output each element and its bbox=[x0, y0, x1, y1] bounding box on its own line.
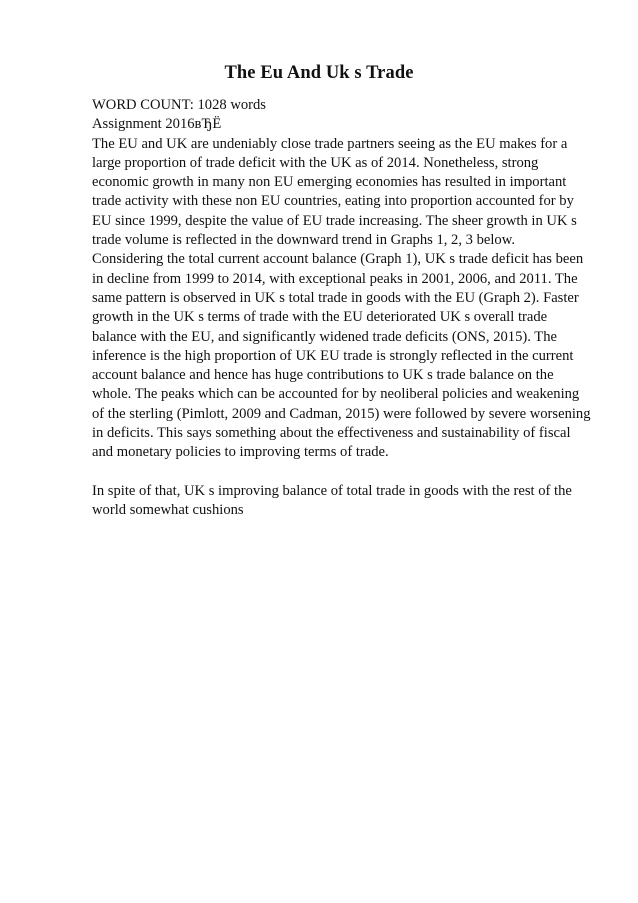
paragraph-1-line: and monetary policies to improving terms of trade. bbox=[92, 444, 389, 461]
paragraph-1-line: trade activity with these non EU countries, eating into proportion accounted for by bbox=[92, 193, 574, 210]
paragraph-1-line: inference is the high proportion of UK EU trade is strongly reflected in the current bbox=[92, 347, 574, 364]
document-title: The Eu And Uk s Trade bbox=[224, 63, 414, 83]
paragraph-1-line: economic growth in many non EU emerging economies has resulted in important bbox=[92, 174, 567, 191]
paragraph-1-line: of the sterling (Pimlott, 2009 and Cadman, 2015) were followed by severe worsening bbox=[92, 405, 591, 422]
paragraph-1-line: The EU and UK are undeniably close trade partners seeing as the EU makes for a bbox=[92, 135, 568, 152]
paragraph-1-line: whole. The peaks which can be accounted for by neoliberal policies and weakening bbox=[92, 386, 580, 403]
document-body bbox=[92, 96, 592, 521]
paragraph-1-line: EU since 1999, despite the value of EU trade increasing. The sheer growth in UK s bbox=[92, 212, 577, 229]
word-count: WORD COUNT: 1028 words bbox=[92, 97, 266, 113]
paragraph-1-line: Considering the total current account balance (Graph 1), UK s trade deficit has been bbox=[92, 251, 584, 268]
paragraph-1-line: growth in the UK s terms of trade with the EU deteriorated UK s overall trade bbox=[92, 309, 548, 326]
paragraph-1-line: same pattern is observed in UK s total trade in goods with the EU (Graph 2). Faster bbox=[92, 289, 579, 306]
assignment-label: Assignment 2016вЂЁ bbox=[92, 116, 222, 133]
paragraph-1-line: in deficits. This says something about the effectiveness and sustainability of fiscal bbox=[92, 425, 571, 442]
paragraph-1-line: account balance and hence has huge contributions to UK s trade balance on the bbox=[92, 367, 554, 384]
paragraph-1-line: large proportion of trade deficit with the UK as of 2014. Nonetheless, strong bbox=[92, 154, 539, 171]
paragraph-1-line: balance with the EU, and significantly widened trade deficits (ONS, 2015). The bbox=[92, 328, 557, 345]
paragraph-spacer bbox=[92, 463, 592, 482]
paragraph-2-line: In spite of that, UK s improving balance of total trade in goods with the rest of the bbox=[92, 482, 572, 499]
paragraph-1-line: in decline from 1999 to 2014, with exceptional peaks in 2001, 2006, and 2011. The bbox=[92, 270, 578, 287]
paragraph-2-line: world somewhat cushions bbox=[92, 502, 244, 519]
paragraph-1-line: trade volume is reflected in the downward trend in Graphs 1, 2, 3 below. bbox=[92, 232, 515, 249]
